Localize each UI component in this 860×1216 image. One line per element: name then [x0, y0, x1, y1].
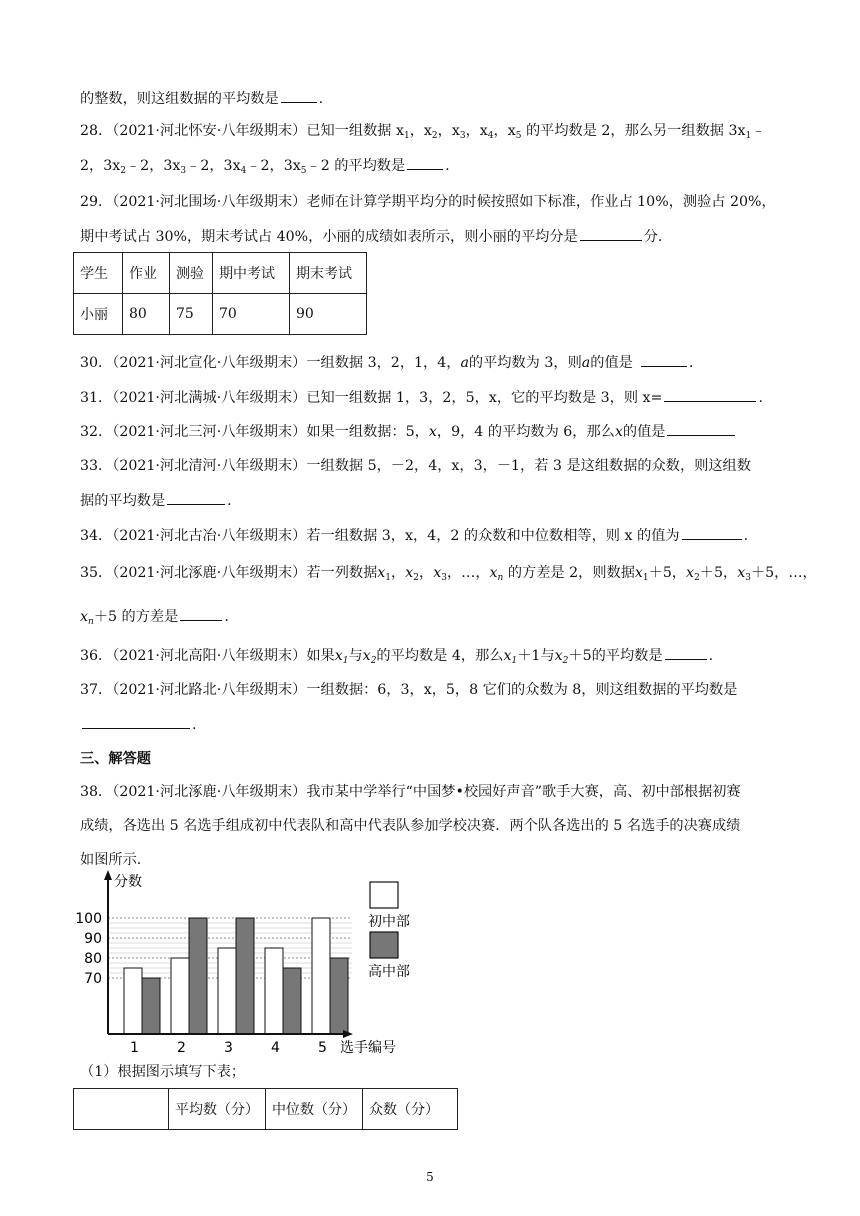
- question-28-line-1: 28．（2021·河北怀安·八年级期末）已知一组数据 $x_1$，$x_2$，$x_3$，$x_4$，$x_5$ 的平均数是 2，那么另一组数据 $3x_1﹣$: [80, 123, 766, 141]
- answer-blank: [665, 645, 707, 660]
- answer-blank: [167, 490, 225, 505]
- table-cell: 75: [170, 294, 213, 335]
- y-tick-label: 80: [84, 951, 102, 967]
- y-tick-label: 70: [84, 971, 102, 987]
- stats-table: [73, 1088, 458, 1130]
- x-tick-label: 1: [130, 1040, 139, 1056]
- x-tick-label: 5: [318, 1040, 327, 1056]
- bar-junior-5: [312, 918, 330, 1034]
- table-row: [74, 294, 367, 335]
- table-header-row: [74, 253, 367, 294]
- question-33-line-2: 据的平均数是 .: [80, 490, 232, 511]
- bar-junior-1: [124, 968, 142, 1034]
- table-cell: 80: [123, 294, 170, 335]
- question-38-line-3: 如图所示.: [80, 852, 142, 868]
- answer-blank: [180, 606, 222, 621]
- score-table: [73, 252, 367, 335]
- y-tick-label: 100: [75, 911, 102, 927]
- answer-blank: [82, 714, 190, 729]
- legend-swatch-senior: [370, 932, 398, 958]
- answer-blank: [281, 88, 317, 103]
- answer-blank: [407, 155, 443, 170]
- y-tick-label: 90: [84, 931, 102, 947]
- answer-blank: [664, 387, 756, 402]
- table-cell: [74, 1089, 169, 1130]
- question-35-line-1: 35．（2021·河北涿鹿·八年级期末）若一列数据$x_1$，$x_2$，$x_3$，…，$x_n$ 的方差是 2，则数据$x_1+5$，$x_2+5$，$x_3+5$，…，: [80, 565, 817, 583]
- question-37-line-2: .: [80, 714, 197, 735]
- question-32: 32．（2021·河北三河·八年级期末）如果一组数据：5，x，9，4 的平均数为 6，那么x的值是: [80, 421, 737, 442]
- bar-senior-5: [330, 958, 348, 1034]
- question-35-line-2: $x_n+5$ 的方差是 .: [80, 606, 229, 627]
- table-cell: 90: [290, 294, 367, 335]
- answer-blank: [580, 226, 642, 241]
- answer-blank: [682, 525, 742, 540]
- question-30: 30．（2021·河北宣化·八年级期末）一组数据 3，2，1，4，a的平均数为 3，则a的值是 .: [80, 352, 693, 373]
- question-29-line-1: 29．（2021·河北围场·八年级期末）老师在计算学期平均分的时候按照如下标准，作业占 10%，测验占 20%，: [80, 194, 776, 210]
- score-bar-chart: [70, 866, 420, 1056]
- table-cell: 期中考试: [213, 253, 290, 294]
- table-header-row: [74, 1089, 458, 1130]
- table-cell: 70: [213, 294, 290, 335]
- y-axis-label: 分数: [114, 874, 142, 890]
- legend-swatch-junior: [370, 882, 398, 908]
- bar-junior-2: [171, 958, 189, 1034]
- x-tick-label: 3: [224, 1040, 233, 1056]
- table-cell: 小丽: [74, 294, 123, 335]
- table-cell: 众数（分）: [363, 1089, 458, 1130]
- bar-senior-4: [283, 968, 301, 1034]
- table-cell: 平均数（分）: [169, 1089, 266, 1130]
- legend-label-junior: 初中部: [368, 914, 410, 930]
- bar-senior-3: [236, 918, 254, 1034]
- question-33-line-1: 33．（2021·河北清河·八年级期末）一组数据 5，－2，4，x，3，－1，若 3 是这组数据的众数，则这组数: [80, 458, 751, 474]
- question-27-continuation: 的整数，则这组数据的平均数是 .: [80, 88, 323, 109]
- question-34: 34．（2021·河北古冶·八年级期末）若一组数据 3，x，4，2 的众数和中位数相等，则 x 的值为 .: [80, 525, 748, 546]
- question-38-line-2: 成绩，各选出 5 名选手组成初中代表队和高中代表队参加学校决赛．两个队各选出的 5 名选手的决赛成绩: [80, 818, 741, 834]
- bar-junior-3: [218, 948, 236, 1034]
- table-cell: 作业: [123, 253, 170, 294]
- bar-senior-1: [142, 978, 160, 1034]
- legend-label-senior: 高中部: [368, 964, 410, 980]
- bar-senior-2: [189, 918, 207, 1034]
- x-axis-label: 选手编号: [340, 1040, 396, 1056]
- table-cell: 中位数（分）: [266, 1089, 363, 1130]
- x-tick-label: 2: [177, 1040, 186, 1056]
- answer-blank: [641, 352, 687, 367]
- table-cell: 学生: [74, 253, 123, 294]
- question-29-line-2: 期中考试占 30%，期末考试占 40%，小丽的成绩如表所示，则小丽的平均分是 分.: [80, 226, 662, 247]
- question-28-line-2: 2，$3x_2﹣2$，$3x_3﹣2$，$3x_4﹣2$，$3x_5﹣2$ 的平均数是 .: [80, 155, 450, 176]
- table-cell: 测验: [170, 253, 213, 294]
- section-heading: 三、解答题: [80, 751, 151, 767]
- x-tick-label: 4: [271, 1040, 280, 1056]
- y-axis-arrow: [104, 870, 112, 880]
- question-38-part-1: （1）根据图示填写下表；: [80, 1064, 246, 1080]
- question-36: 36．（2021·河北高阳·八年级期末）如果$x_1$与$x_2$的平均数是 4，那么$x_1+1$与$x_2+5$的平均数是 .: [80, 645, 713, 666]
- question-31: 31．（2021·河北满城·八年级期末）已知一组数据 1，3，2，5，x，它的平均数是 3，则 x= .: [80, 387, 763, 408]
- question-37-line-1: 37．（2021·河北路北·八年级期末）一组数据：6，3，x，5，8 它们的众数为 8，则这组数据的平均数是: [80, 682, 738, 698]
- bar-junior-4: [265, 948, 283, 1034]
- answer-blank: [667, 421, 735, 436]
- page-number: 5: [426, 1170, 434, 1184]
- question-38-line-1: 38．（2021·河北涿鹿·八年级期末）我市某中学举行“中国梦•校园好声音”歌手大赛，高、初中部根据初赛: [80, 784, 741, 800]
- table-cell: 期末考试: [290, 253, 367, 294]
